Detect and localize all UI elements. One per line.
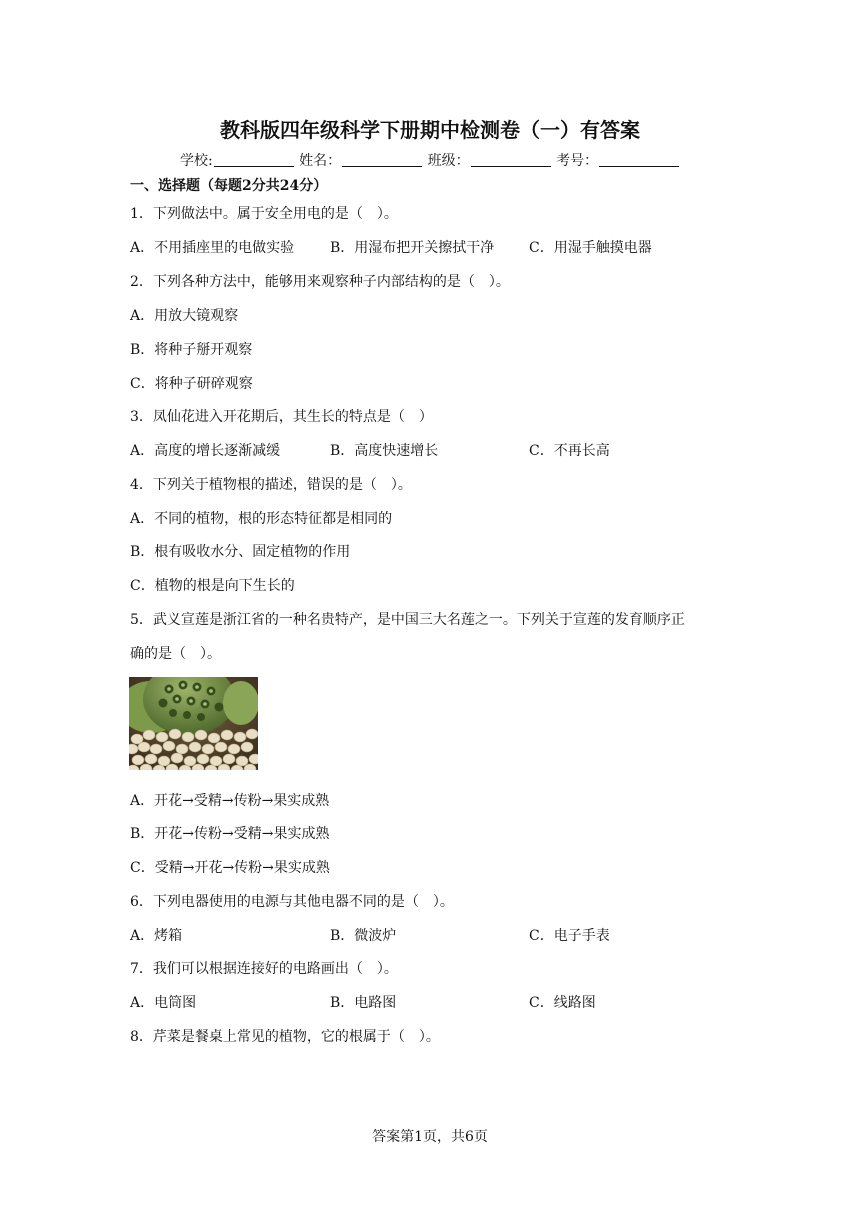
- option-c: C．用湿手触摸电器: [529, 240, 652, 256]
- school-label: 学校:: [180, 153, 213, 169]
- option-c: C．电子手表: [529, 928, 610, 944]
- question-stem: 2．下列各种方法中，能够用来观察种子内部结构的是（ ）。: [130, 274, 510, 290]
- page-footer: 答案第1页，共6页: [372, 1129, 488, 1145]
- class-blank: [471, 152, 551, 167]
- option-a: A．烤箱: [130, 928, 183, 944]
- option-a: A．不同的植物，根的形态特征都是相同的: [130, 511, 393, 527]
- question-stem: 3．凤仙花进入开花期后，其生长的特点是（ ）: [130, 409, 433, 425]
- option-c: C．将种子研碎观察: [130, 376, 253, 392]
- option-a: A．不用插座里的电做实验: [130, 240, 295, 256]
- question-stem: 7．我们可以根据连接好的电路画出（ ）。: [130, 961, 398, 977]
- option-c: C．受精→开花→传粉→果实成熟: [130, 860, 330, 876]
- question-stem: 1．下列做法中。属于安全用电的是（ ）。: [130, 206, 398, 222]
- page-title: 教科版四年级科学下册期中检测卷（一）有答案: [220, 118, 640, 142]
- name-blank: [342, 152, 422, 167]
- school-blank: [214, 152, 294, 167]
- option-a: A．用放大镜观察: [130, 308, 239, 324]
- question-stem: 8．芹菜是餐桌上常见的植物，它的根属于（ ）。: [130, 1029, 440, 1045]
- option-a: A．开花→受精→传粉→果实成熟: [130, 793, 330, 809]
- option-b: B．开花→传粉→受精→果实成熟: [130, 826, 330, 842]
- question-stem: 6．下列电器使用的电源与其他电器不同的是（ ）。: [130, 894, 454, 910]
- exam-number-label: 考号：: [556, 153, 599, 169]
- class-label: 班级：: [427, 153, 470, 169]
- section-title: 一、选择题（每题2分共24分）: [130, 178, 328, 194]
- exam-number-blank: [599, 152, 679, 167]
- option-c: C．不再长高: [529, 443, 610, 459]
- question-stem: 5．武义宣莲是浙江省的一种名贵特产，是中国三大名莲之一。下列关于宣莲的发育顺序正: [130, 612, 685, 628]
- option-b: B．用湿布把开关擦拭干净: [330, 240, 495, 256]
- option-a: A．电筒图: [130, 995, 197, 1011]
- name-label: 姓名：: [299, 153, 342, 169]
- option-c: C．线路图: [529, 995, 596, 1011]
- option-b: B．高度快速增长: [330, 443, 439, 459]
- option-a: A．高度的增长逐渐减缓: [130, 443, 281, 459]
- option-c: C．植物的根是向下生长的: [130, 578, 295, 594]
- question-stem-continued: 确的是（ ）。: [130, 646, 221, 662]
- option-b: B．电路图: [330, 995, 397, 1011]
- question-stem: 4．下列关于植物根的描述，错误的是（ ）。: [130, 477, 412, 493]
- student-info-line: [180, 150, 680, 170]
- option-b: B．将种子掰开观察: [130, 342, 253, 358]
- option-b: B．微波炉: [330, 928, 397, 944]
- lotus-seed-photo: [129, 677, 258, 770]
- option-b: B．根有吸收水分、固定植物的作用: [130, 544, 351, 560]
